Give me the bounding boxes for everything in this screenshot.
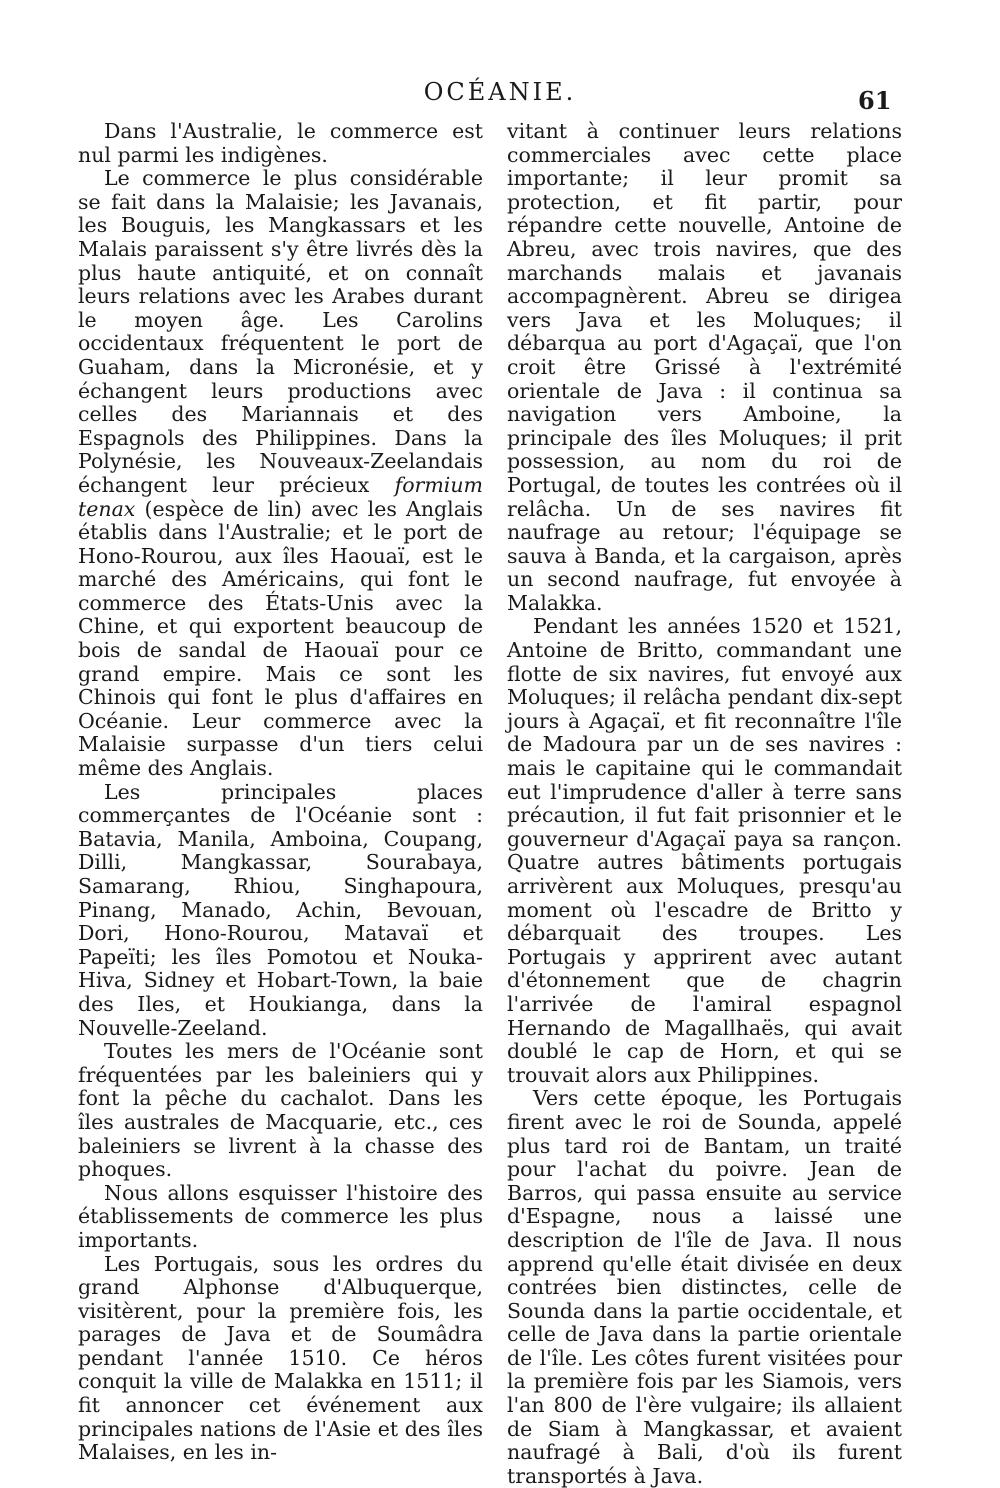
running-title: OCÉANIE. [423,78,577,106]
page-number: 61 [858,86,892,115]
italic-term: formium tenax [78,472,483,521]
right-column [507,120,902,1488]
paragraph: Vers cette époque, les Portugais firent avec le roi de Sounda, appelé plus tard roi de Bantam, un traité pour l'achat du poivre. Jean de Barros, qui passa ensuite au service d'Espagne, nous a laissé une description de l'île de Java. Il nous apprend qu'elle était divisée en deux contrées bien distinctes, celle de Sounda dans la partie occidentale, et celle de Java dans la partie orientale de l'île. Les côtes furent visitées pour la première fois par les Siamois, vers l'an 800 de l'ère vulgaire; ils allaient de Siam à Mangkassar, et avaient naufragé à Bali, d'où ils furent transportés à Java. [507,1086,902,1488]
paragraph: Les principales places commerçantes de l'Océanie sont : Batavia, Manila, Amboina, Coupang, Dilli, Mangkassar, Sourabaya, Samarang, Rhiou, Singhapoura, Pinang, Manado, Achin, Bevouan, Dori, Hono-Rourou, Matavaï et Papeïti; les îles Pomotou et Nouka-Hiva, Sidney et Hobart-Town, la baie des Iles, et Houkianga, dans la Nouvelle-Zeeland. [78,779,483,1040]
text-run: (espèce de lin) avec les Anglais établis dans l'Australie; et le port de Hono-Rourou, aux îles Haouaï, est le marché des Américains, qui font le commerce des États-Unis avec la Chine, et qui exportent beaucoup de bois de sandal de Haouaï pour ce grand empire. Mais ce sont les Chinois qui font le plus d'affaires en Océanie. Leur commerce avec la Malaisie surpasse d'un tiers celui même des Anglais. [78,496,483,781]
paragraph [78,167,483,780]
paragraph: Nous allons esquisser l'histoire des établissements de commerce les plus importants. [78,1180,483,1252]
text-run: Le commerce le plus considérable se fait dans la Malaisie; les Javanais, les Bouguis, les Mangkassars et les Malais paraissent s'y être livrés dès la plus haute antiquité, et on connaît leurs relations avec les Arabes durant le moyen âge. Les Carolins occidentaux fréquentent le port de Guaham, dans la Micronésie, et y échangent leurs productions avec celles des Mariannais et des Espagnols des Philippines. Dans la Polynésie, les Nouveaux-Zeelandais échangent leur précieux [78,166,483,497]
paragraph: Pendant les années 1520 et 1521, Antoine de Britto, commandant une flotte de six navires, fut envoyé aux Moluques; il relâcha pendant dix-sept jours à Agaçaï, et fit reconnaître l'île de Madoura par un de ses navires : mais le capitaine qui le commandait eut l'imprudence d'aller à terre sans précaution, il fut fait prisonnier et le gouverneur d'Agaçaï paya sa rançon. Quatre autres bâtiments portugais arrivèrent aux Moluques, presqu'au moment où l'escadre de Britto y débarquait des troupes. Les Portugais y apprirent avec autant d'étonnement que de chagrin l'arrivée de l'amiral espagnol Hernando de Magallhaës, qui avait doublé le cap de Horn, et qui se trouvait alors aux Philippines. [507,614,902,1087]
paragraph: Dans l'Australie, le commerce est nul parmi les indigènes. [78,119,483,167]
paragraph-continued: vitant à continuer leurs relations commerciales avec cette place importante; il leur promit sa protection, et fit partir, pour répandre cette nouvelle, Antoine de Abreu, avec trois navires, que des marchands malais et javanais accompagnèrent. Abreu se dirigea vers Java et les Moluques; il débarqua au port d'Agaçaï, que l'on croit être Grissé à l'extrémité orientale de Java : il continua sa navigation vers Amboine, la principale des îles Moluques; il prit possession, au nom du roi de Portugal, de toutes les contrées où il relâcha. Un de ses navires fit naufrage au retour; l'équipage se sauva à Banda, et la cargaison, après un second naufrage, fut envoyée à Malakka. [507,119,902,615]
left-column [78,120,483,1465]
paragraph: Les Portugais, sous les ordres du grand Alphonse d'Albuquerque, visitèrent, pour la première fois, les parages de Java et de Soumâdra pendant l'année 1510. Ce héros conquit la ville de Malakka en 1511; il fit annoncer cet événement aux principales nations de l'Asie et des îles Malaises, en les in- [78,1251,483,1465]
paragraph: Toutes les mers de l'Océanie sont fréquentées par les baleiniers qui y font la pêche du cachalot. Dans les îles australes de Macquarie, etc., ces baleiniers se livrent à la chasse des phoques. [78,1039,483,1182]
